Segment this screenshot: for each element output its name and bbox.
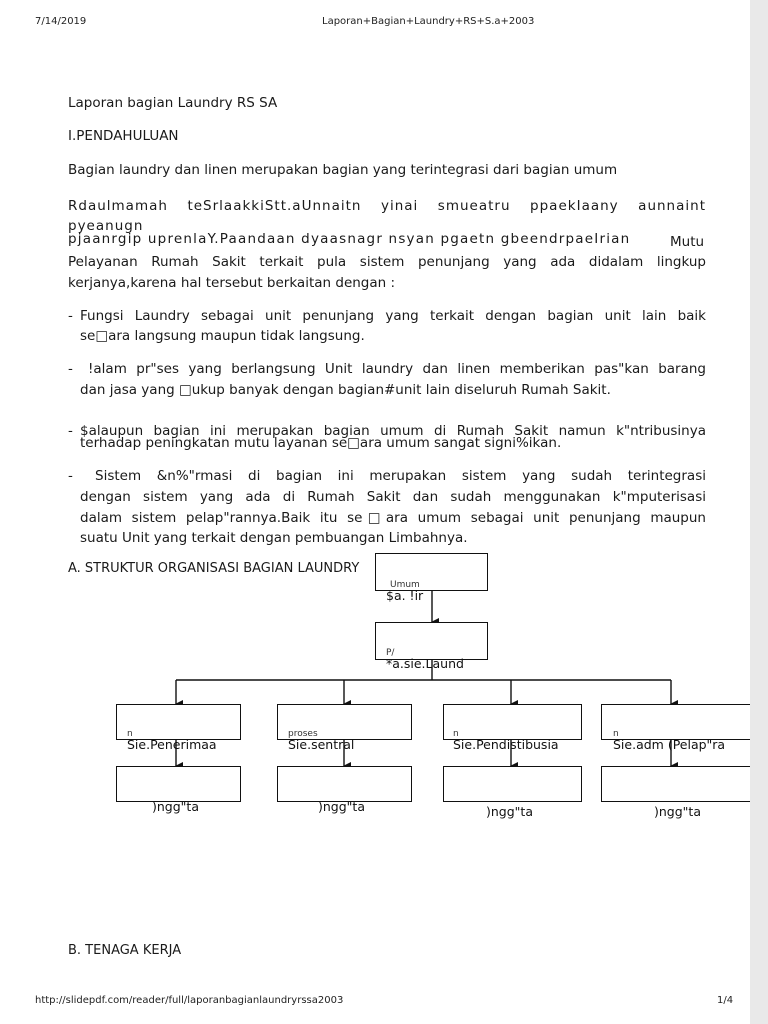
org-box-anggota-4	[601, 766, 763, 802]
bullet-dash: -	[68, 308, 73, 324]
header-date: 7/14/2019	[35, 16, 87, 27]
garbled-line-2: pjaanrgip uprenlaY.Paandaan dyaasnagr nsyan pgaetn gbeendrpaeIrian	[68, 231, 631, 247]
org-box-sentral-partial: proses	[288, 729, 318, 739]
org-box-penerimaan-label: Sie.Penerimaa	[127, 737, 217, 752]
org-box-penerimaan-partial: n	[127, 729, 133, 739]
bullet-3-line-2: terhadap peningkatan mutu layanan se□ara umum sangat signi%ikan.	[80, 435, 562, 451]
header-title: Laporan+Bagian+Laundry+RS+S.a+2003	[322, 16, 535, 27]
org-box-kepala-label: $a. !ir	[386, 588, 424, 603]
org-box-administrasi-label: Sie.adm (Pelap"ra	[613, 737, 726, 752]
viewer-side-strip	[750, 0, 768, 1024]
section-heading-pendahuluan: I.PENDAHULUAN	[68, 128, 179, 144]
garbled-line-1: Rdaulmamah teSrlaakkiStt.aUnnaitn yinai smueatru ppaekIaany aunnaint pyeanugn	[68, 198, 706, 234]
org-box-distribusi	[443, 704, 582, 740]
bullet-4-line-2: dengan sistem yang ada di Rumah Sakit dan sudah menggunakan k"mputerisasi	[80, 489, 706, 505]
section-heading-tenaga-kerja: B. TENAGA KERJA	[68, 943, 182, 958]
bullet-1-line-1: Fungsi Laundry sebagai unit penunjang yang terkait dengan bagian unit lain baik	[80, 308, 706, 324]
org-box-distribusi-partial: n	[453, 729, 459, 739]
document-title: Laporan bagian Laundry RS SA	[68, 95, 278, 111]
org-box-penerimaan	[116, 704, 241, 740]
org-box-administrasi	[601, 704, 763, 740]
bullet-dash: -	[68, 361, 73, 377]
org-box-anggota-2-label: )ngg"ta	[318, 799, 365, 814]
org-box-kasie-partial: P/	[386, 648, 395, 658]
intro-line: Bagian laundry dan linen merupakan bagian yang terintegrasi dari bagian umum	[68, 162, 618, 178]
bullet-4-line-3: dalam sistem pelap"rannya.Baik itu se□ara umum sebagai unit penunjang maupun	[80, 510, 706, 526]
bullet-1-line-2: se□ara langsung maupun tidak langsung.	[80, 328, 365, 344]
org-box-anggota-4-label: )ngg"ta	[654, 804, 701, 819]
org-box-anggota-3-label: )ngg"ta	[486, 804, 533, 819]
org-box-anggota-2	[277, 766, 412, 802]
paragraph-line-3: kerjanya,karena hal tersebut berkaitan dengan :	[68, 275, 396, 291]
org-box-anggota-1	[116, 766, 241, 802]
org-box-anggota-3	[443, 766, 582, 802]
footer-page-number: 1/4	[717, 995, 734, 1006]
org-box-anggota-1-label: )ngg"ta	[152, 799, 199, 814]
paragraph-line-2: Pelayanan Rumah Sakit terkait pula sistem penunjang yang ada didalam lingkup	[68, 254, 706, 270]
bullet-2-line-2: dan jasa yang □ukup banyak dengan bagian#unit lain diseluruh Rumah Sakit.	[80, 382, 611, 398]
org-box-kasie-label: *a.sie.Laund	[386, 656, 464, 671]
bullet-2-line-1: !alam pr"ses yang berlangsung Unit laundry dan linen memberikan pas"kan barang	[88, 361, 706, 377]
bullet-4-line-1: Sistem &n%"rmasi di bagian ini merupakan sistem yang sudah terintegrasi	[95, 468, 706, 484]
bullet-3-line-1: $alaupun bagian ini merupakan bagian umum di Rumah Sakit namun k"ntribusinya	[80, 423, 706, 439]
bullet-dash: -	[68, 423, 73, 439]
section-heading-struktur: A. STRUKTUR ORGANISASI BAGIAN LAUNDRY	[68, 561, 360, 576]
bullet-dash: -	[68, 468, 73, 484]
footer-url[interactable]: http://slidepdf.com/reader/full/laporanbagianlaundryrssa2003	[35, 995, 344, 1006]
org-box-distribusi-label: Sie.Pendistibusia	[453, 737, 559, 752]
org-box-administrasi-partial: n	[613, 729, 619, 739]
org-box-kepala-partial: Umum	[390, 580, 420, 590]
garbled-line-2-end: Mutu	[670, 234, 705, 250]
org-box-sentral-label: Sie.sentral	[288, 737, 355, 752]
bullet-4-line-4: suatu Unit yang terkait dengan pembuangan Limbahnya.	[80, 530, 468, 546]
